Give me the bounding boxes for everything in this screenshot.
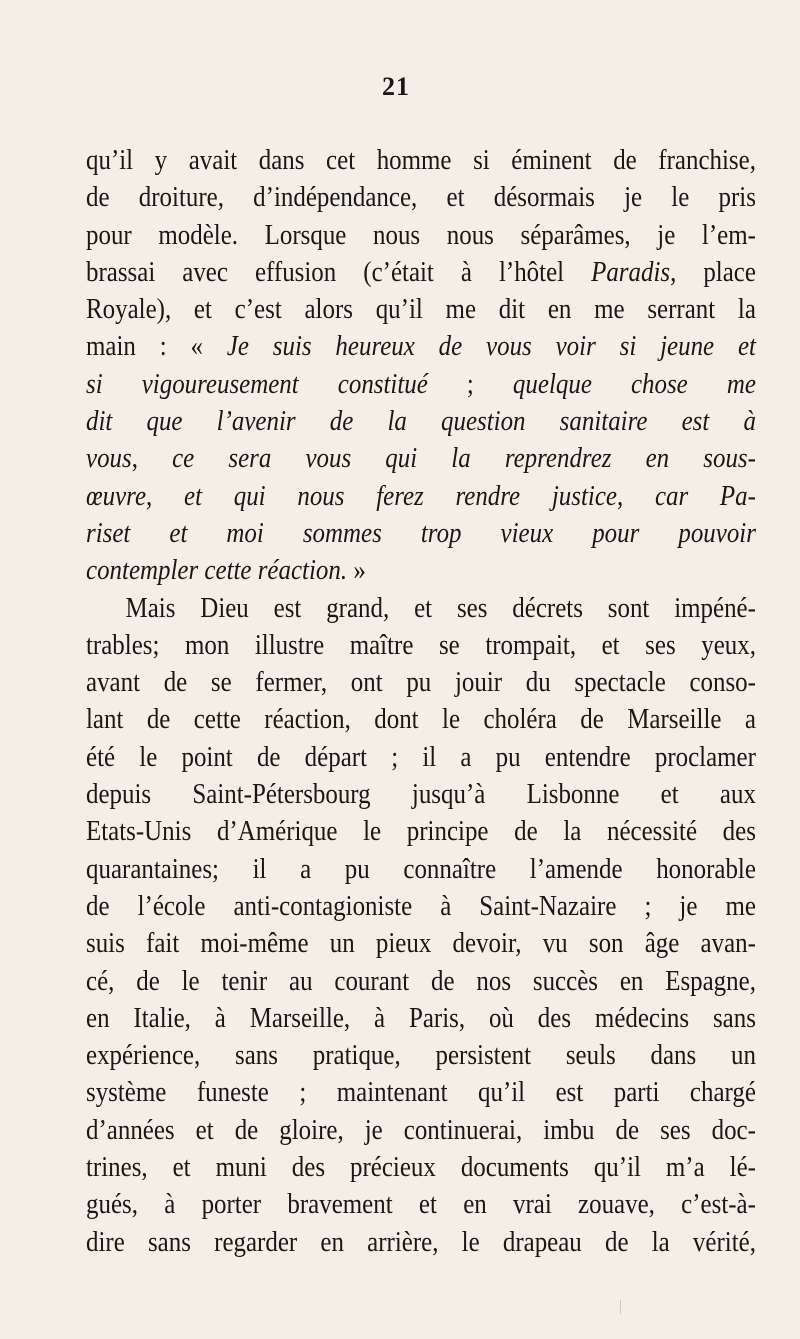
italic-text: vous [86, 442, 132, 475]
text-run: trines, et muni des précieux documents qu’il m’a lé- [86, 1151, 756, 1184]
italic-text: quelque chose me [512, 367, 756, 400]
text-line [86, 590, 756, 627]
italic-text: Paradis [591, 255, 671, 288]
italic-text: œuvre [86, 479, 147, 512]
text-run: Mais Dieu est grand, et ses décrets sont impéné- [125, 591, 756, 624]
italic-text: dit que l’avenir de la question sanitaire est à [86, 405, 756, 438]
text-line [86, 552, 756, 589]
text-line [86, 403, 756, 440]
text-run: dire sans regarder en arrière, le drapeau de la vérité, [86, 1225, 756, 1258]
text-run: Royale), et c’est alors qu’il me dit en me serrant la [86, 293, 756, 326]
text-line [86, 701, 756, 738]
text-run: , [616, 479, 655, 512]
text-run: , [146, 479, 184, 512]
text-run: expérience, sans pratique, persistent seuls dans un [86, 1039, 756, 1072]
text-line [86, 851, 756, 888]
text-line [86, 664, 756, 701]
text-run: qu’il y avait dans cet homme si éminent de franchise, [86, 144, 756, 176]
text-line [86, 739, 756, 776]
italic-text: et qui nous ferez rendre justice [183, 479, 617, 512]
text-line [86, 1074, 756, 1111]
text-line [86, 888, 756, 925]
italic-text: car Pa- [654, 479, 756, 512]
text-run: brassai avec effusion (c’était à l’hôtel [86, 255, 592, 288]
text-run: quarantaines; il a pu connaître l’amende honorable [86, 852, 756, 885]
italic-text: si vigoureusement constitué [86, 367, 428, 400]
text-line [86, 142, 756, 179]
text-line [86, 963, 756, 1000]
text-line [86, 291, 756, 328]
text-run: main : « [86, 330, 227, 363]
text-line [86, 1224, 756, 1261]
text-line [86, 813, 756, 850]
text-run: de l’école anti-contagioniste à Saint-Nazaire ; je me [86, 889, 756, 922]
text-line [86, 1149, 756, 1186]
text-line [86, 776, 756, 813]
text-run: suis fait moi-même un pieux devoir, vu son âge avan- [86, 927, 756, 960]
text-run: gués, à porter bravement et en vrai zouave, c’est-à- [86, 1188, 756, 1221]
italic-text: Je suis heureux de vous voir si jeune et [226, 330, 756, 363]
paper-mark [620, 1300, 621, 1314]
text-line [86, 925, 756, 962]
text-line [86, 1186, 756, 1223]
body-text [86, 142, 756, 1261]
italic-text: riset et moi sommes trop vieux pour pouvoir [86, 516, 756, 549]
text-run: cé, de le tenir au courant de nos succès en Espagne, [86, 964, 756, 997]
italic-text: ce sera vous qui la reprendrez en sous- [172, 442, 756, 475]
text-line [86, 217, 756, 254]
text-run: avant de se fermer, ont pu jouir du spectacle conso- [86, 666, 756, 699]
text-line [86, 1112, 756, 1149]
text-run: en Italie, à Marseille, à Paris, où des médecins sans [86, 1001, 756, 1034]
page-number: 21 [382, 72, 410, 101]
text-run: été le point de départ ; il a pu entendre proclamer [86, 740, 756, 773]
text-run: système funeste ; maintenant qu’il est parti chargé [86, 1076, 756, 1109]
text-run: d’années et de gloire, je continuerai, imbu de ses doc- [86, 1113, 756, 1146]
text-line [86, 440, 756, 477]
text-line [86, 478, 756, 515]
text-run: trables; mon illustre maître se trompait, et ses yeux, [86, 628, 756, 661]
text-run: depuis Saint-Pétersbourg jusqu’à Lisbonne et aux [86, 778, 756, 811]
text-run: lant de cette réaction, dont le choléra de Marseille a [86, 703, 756, 736]
text-line [86, 627, 756, 664]
text-run: de droiture, d’indépendance, et désormais je le pris [86, 181, 756, 214]
italic-text: contempler cette réaction. [86, 554, 348, 587]
text-line [86, 366, 756, 403]
text-run: » [347, 554, 366, 587]
text-run: , [131, 442, 173, 475]
text-line [86, 515, 756, 552]
text-run: ; [427, 367, 513, 400]
text-line [86, 1037, 756, 1074]
text-run: pour modèle. Lorsque nous nous séparâmes, je l’em- [86, 218, 756, 251]
text-line [86, 254, 756, 291]
text-run: Etats-Unis d’Amérique le principe de la nécessité des [86, 815, 756, 848]
text-line [86, 179, 756, 216]
text-run: , place [670, 255, 756, 288]
text-line [86, 1000, 756, 1037]
text-line [86, 328, 756, 365]
